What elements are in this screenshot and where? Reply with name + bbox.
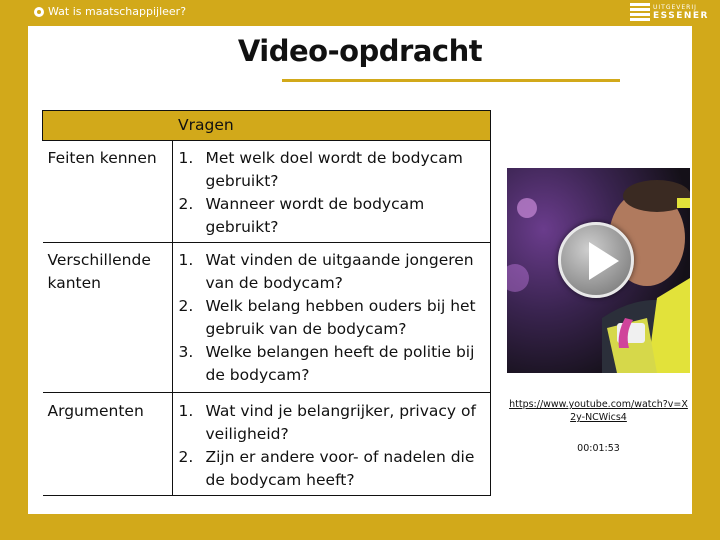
slide-canvas <box>28 26 692 514</box>
video-duration: 00:01:53 <box>577 443 620 454</box>
item-number: 2. <box>178 297 194 315</box>
item-number: 3. <box>178 343 194 361</box>
table-row <box>43 141 491 243</box>
publisher-logo <box>630 3 709 21</box>
list-item <box>179 341 485 387</box>
title-underline <box>282 79 620 82</box>
row-label-text: Verschillende kanten <box>47 251 151 292</box>
list-item <box>179 400 485 446</box>
item-number: 1. <box>178 149 194 167</box>
row-label: Feiten kennen <box>47 149 157 167</box>
item-number: 2. <box>178 448 194 466</box>
item-number: 2. <box>178 195 194 213</box>
item-number: 1. <box>178 251 194 269</box>
questions-table <box>42 110 491 496</box>
logo-icon <box>630 3 650 21</box>
row-questions <box>172 141 491 243</box>
logo-line-1: UITGEVERIJ <box>653 4 697 11</box>
list-item <box>179 295 485 341</box>
question-text: Zijn er andere voor- of nadelen die de bodycam heeft? <box>205 448 475 489</box>
table-header-row <box>43 111 491 141</box>
home-icon <box>34 7 44 17</box>
table-header-empty <box>43 111 173 141</box>
top-bar <box>0 0 720 24</box>
logo-line-2: ESSENER <box>653 11 709 21</box>
question-text: Welke belangen heeft de politie bij de bodycam? <box>205 343 475 384</box>
row-label <box>43 243 173 393</box>
breadcrumb-label[interactable]: Wat is maatschappijleer? <box>48 5 187 18</box>
play-button-icon[interactable] <box>558 222 634 298</box>
list-item <box>179 446 485 492</box>
question-text: Welk belang hebben ouders bij het gebruik van de bodycam? <box>205 297 476 338</box>
list-item <box>179 147 485 193</box>
table-row <box>43 393 491 496</box>
logo-text <box>653 3 709 21</box>
question-text: Wanneer wordt de bodycam gebruikt? <box>205 195 425 236</box>
question-text: Wat vinden de uitgaande jongeren van de bodycam? <box>205 251 474 292</box>
list-item <box>179 193 485 239</box>
row-questions <box>172 393 491 496</box>
breadcrumb[interactable] <box>34 5 186 18</box>
table-header-vragen: Vragen <box>172 111 491 141</box>
row-label: Argumenten <box>43 393 173 496</box>
question-text: Met welk doel wordt de bodycam gebruikt? <box>205 149 463 190</box>
question-text: Wat vind je belangrijker, privacy of veiligheid? <box>205 402 476 443</box>
video-link[interactable]: https://www.youtube.com/watch?v=X2y-NCWics4 <box>509 399 688 423</box>
slide-title: Video-opdracht <box>237 34 483 68</box>
list-item <box>179 249 485 295</box>
item-number: 1. <box>178 402 194 420</box>
row-questions <box>172 243 491 393</box>
video-thumbnail[interactable] <box>507 168 690 373</box>
table-row <box>43 243 491 393</box>
